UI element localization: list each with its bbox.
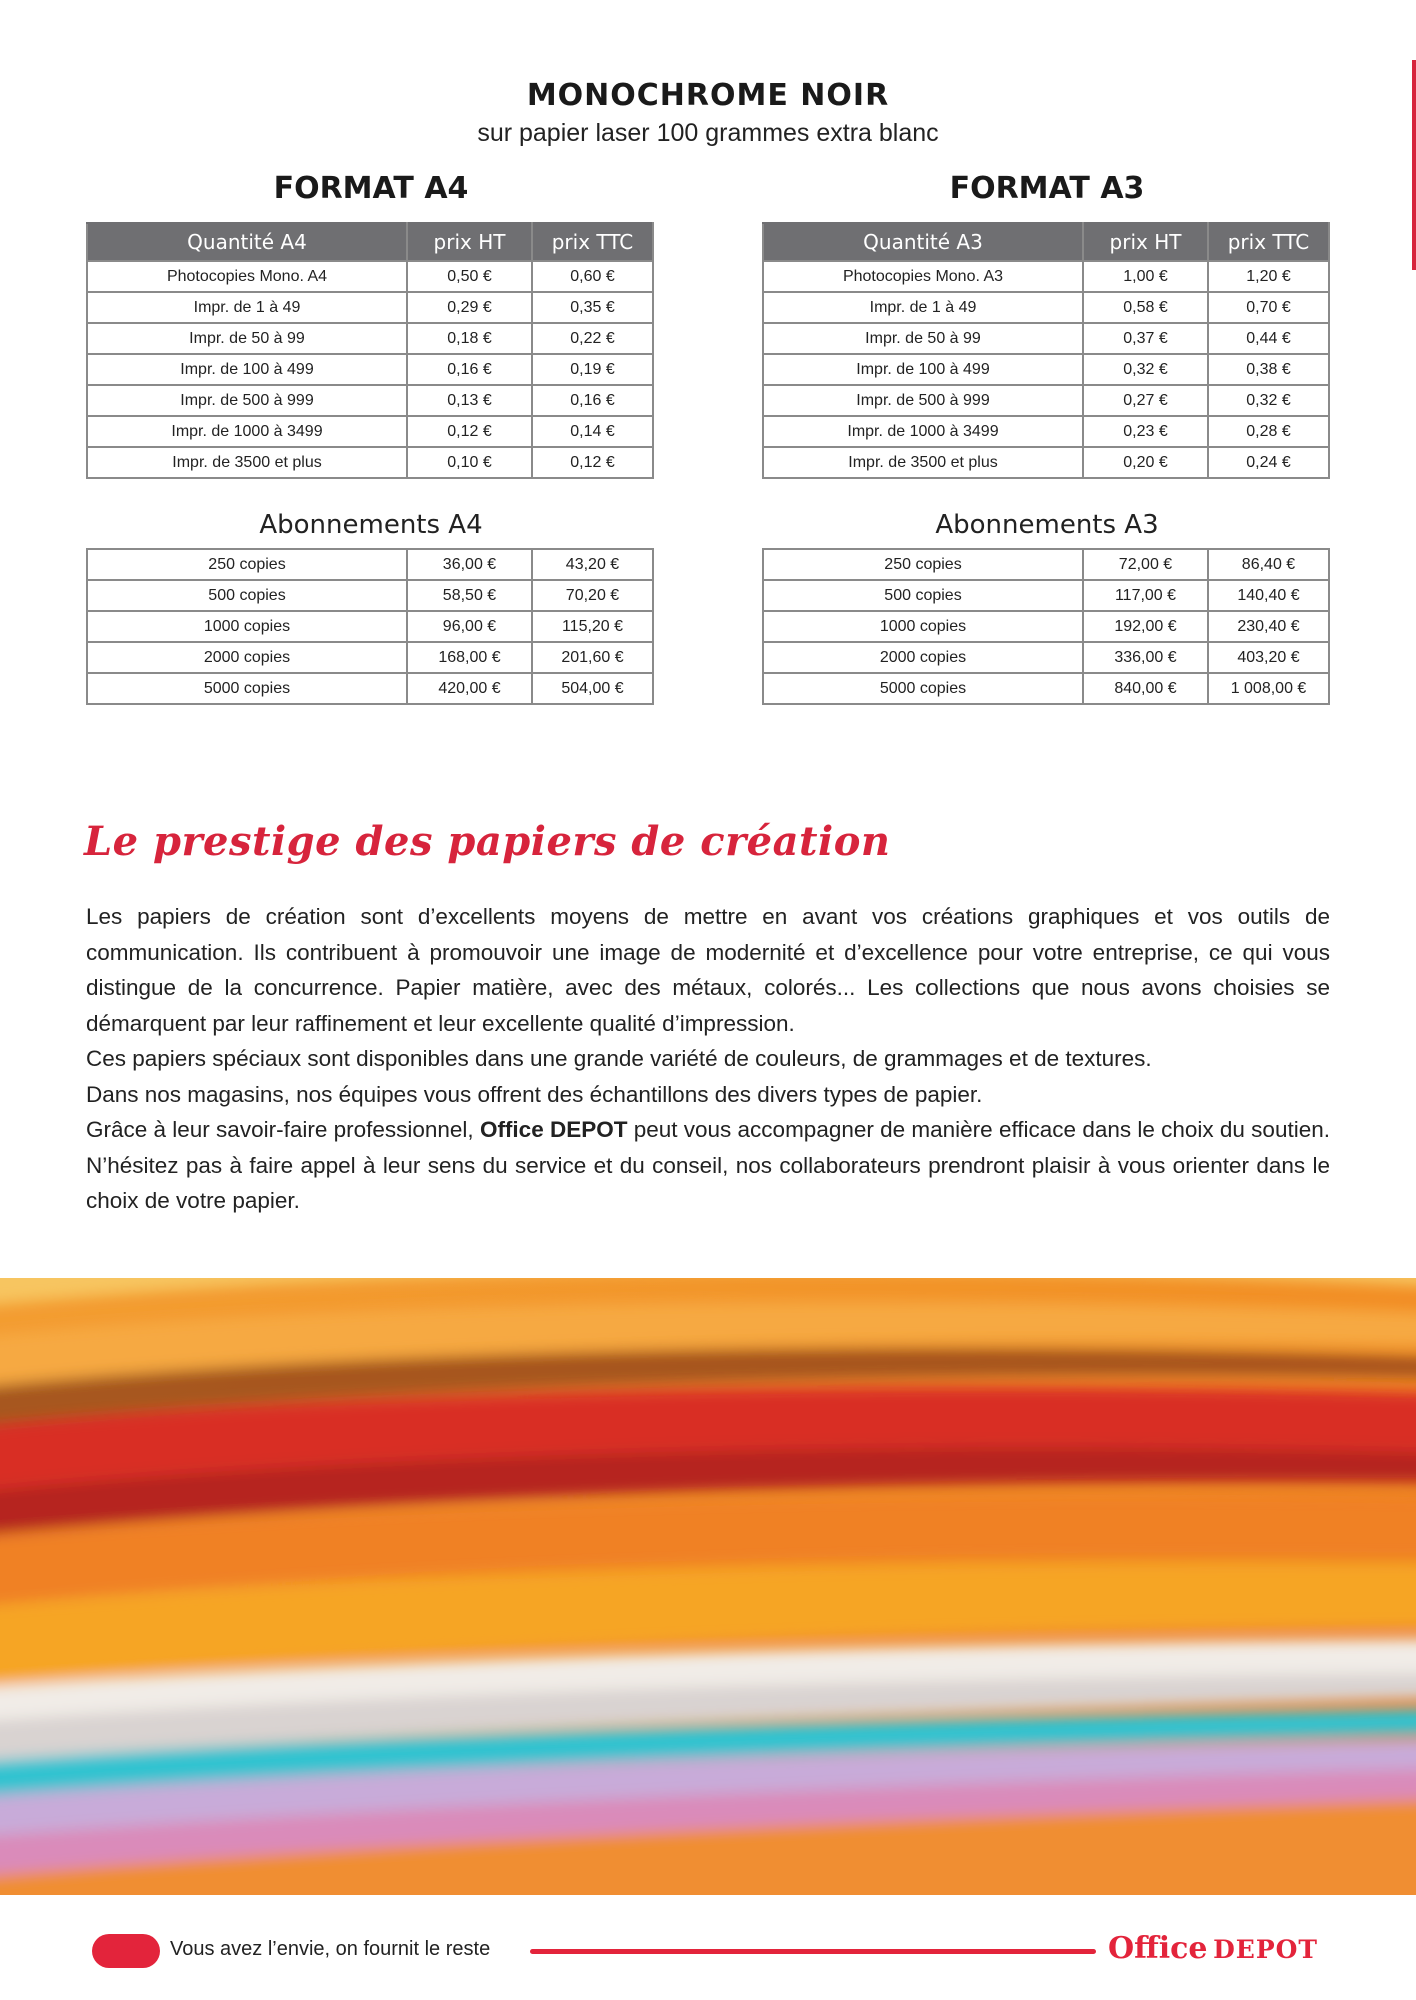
table-row (87, 292, 653, 323)
price-ht-cell: 72,00 € (1083, 549, 1208, 580)
price-ht-cell: 0,10 € (407, 447, 532, 478)
table-row (87, 673, 653, 704)
quantity-cell: Impr. de 50 à 99 (87, 323, 407, 354)
quantity-cell: Impr. de 100 à 499 (763, 354, 1083, 385)
quantity-cell: Impr. de 500 à 999 (763, 385, 1083, 416)
quantity-cell: 500 copies (87, 580, 407, 611)
price-ttc-cell: 201,60 € (532, 642, 653, 673)
price-ht-cell: 0,12 € (407, 416, 532, 447)
table-row (763, 385, 1329, 416)
page-subtitle: sur papier laser 100 grammes extra blanc (477, 119, 939, 147)
price-table-a4 (86, 222, 654, 479)
table-row (87, 385, 653, 416)
price-ht-cell: 0,20 € (1083, 447, 1208, 478)
quantity-cell: 1000 copies (87, 611, 407, 642)
price-ht-cell: 168,00 € (407, 642, 532, 673)
quantity-cell: 250 copies (763, 549, 1083, 580)
table-row (763, 292, 1329, 323)
price-ttc-cell: 115,20 € (532, 611, 653, 642)
quantity-cell: 500 copies (763, 580, 1083, 611)
brand-name-inline: Office DEPOT (479, 1117, 628, 1142)
table-row (763, 416, 1329, 447)
quantity-cell: 250 copies (87, 549, 407, 580)
price-ttc-cell: 0,60 € (532, 261, 653, 292)
table-row (763, 611, 1329, 642)
quantity-cell: 2000 copies (87, 642, 407, 673)
column-header: prix TTC (532, 223, 653, 261)
table-row (87, 416, 653, 447)
office-depot-logo (1108, 1931, 1318, 1966)
price-table-a3 (762, 222, 1330, 479)
price-ht-cell: 117,00 € (1083, 580, 1208, 611)
quantity-cell: 5000 copies (87, 673, 407, 704)
price-ht-cell: 192,00 € (1083, 611, 1208, 642)
table-header-row (87, 223, 653, 261)
table-row (763, 642, 1329, 673)
quantity-cell: 1000 copies (763, 611, 1083, 642)
column-header: Quantité A3 (763, 223, 1083, 261)
price-ttc-cell: 230,40 € (1208, 611, 1329, 642)
subscription-table-a3 (762, 548, 1330, 705)
table-row (763, 323, 1329, 354)
logo-part-depot: DEPOT (1213, 1935, 1319, 1964)
price-ht-cell: 0,50 € (407, 261, 532, 292)
price-ttc-cell: 0,16 € (532, 385, 653, 416)
table-row (763, 673, 1329, 704)
quantity-cell: Photocopies Mono. A4 (87, 261, 407, 292)
section-body (86, 899, 1330, 1219)
price-ht-cell: 0,16 € (407, 354, 532, 385)
price-ttc-cell: 0,14 € (532, 416, 653, 447)
subscription-table-a4 (86, 548, 654, 705)
quantity-cell: Impr. de 1000 à 3499 (87, 416, 407, 447)
price-ht-cell: 96,00 € (407, 611, 532, 642)
price-ht-cell: 0,32 € (1083, 354, 1208, 385)
column-header: prix HT (407, 223, 532, 261)
price-ttc-cell: 0,70 € (1208, 292, 1329, 323)
column-header: Quantité A4 (87, 223, 407, 261)
price-ttc-cell: 140,40 € (1208, 580, 1329, 611)
table-row (763, 261, 1329, 292)
footer-tagline: Vous avez l’envie, on fournit le reste (170, 1938, 491, 1960)
quantity-cell: Impr. de 500 à 999 (87, 385, 407, 416)
table-row (763, 354, 1329, 385)
price-ht-cell: 1,00 € (1083, 261, 1208, 292)
table-header-row (763, 223, 1329, 261)
paragraph: Dans nos magasins, nos équipes vous offrent des échantillons des divers types de papier. (86, 1081, 983, 1107)
price-ttc-cell: 0,35 € (532, 292, 653, 323)
subscriptions-a4-title: Abonnements A4 (259, 510, 483, 540)
table-row (87, 261, 653, 292)
price-ht-cell: 0,58 € (1083, 292, 1208, 323)
paragraph-text: peut vous accompagner de manière efficace dans le choix du soutien. N’hésitez pas à faire appel à leur sens du service et du conseil, nos collaborateurs prendront plaisir à vous orienter dans le choix de votre papier. (86, 1117, 1330, 1213)
format-a4-title: FORMAT A4 (273, 171, 469, 206)
quantity-cell: 5000 copies (763, 673, 1083, 704)
paragraph: Les papiers de création sont d’excellents moyens de mettre en avant vos créations graphiques et vos outils de communication. Ils contribuent à promouvoir une image de modernité et d’excellence pour votre entreprise, ce qui vous distingue de la concurrence. Papier matière, avec des métaux, colorés... Les collections que nous avons choisies se démarquent par leur raffinement et leur excellente qualité d’impression. (86, 904, 1330, 1036)
price-ttc-cell: 0,22 € (532, 323, 653, 354)
price-ht-cell: 420,00 € (407, 673, 532, 704)
table-row (87, 323, 653, 354)
price-ht-cell: 0,37 € (1083, 323, 1208, 354)
price-ttc-cell: 0,12 € (532, 447, 653, 478)
price-ht-cell: 36,00 € (407, 549, 532, 580)
price-ttc-cell: 70,20 € (532, 580, 653, 611)
price-ttc-cell: 0,38 € (1208, 354, 1329, 385)
price-ttc-cell: 86,40 € (1208, 549, 1329, 580)
quantity-cell: Impr. de 1000 à 3499 (763, 416, 1083, 447)
quantity-cell: Impr. de 100 à 499 (87, 354, 407, 385)
footer-divider-line (530, 1949, 1096, 1954)
paragraph-text: Grâce à leur savoir-faire professionnel, (86, 1117, 480, 1142)
price-ht-cell: 336,00 € (1083, 642, 1208, 673)
price-ttc-cell: 403,20 € (1208, 642, 1329, 673)
paragraph: Ces papiers spéciaux sont disponibles dans une grande variété de couleurs, de grammages et de textures. (86, 1046, 1152, 1071)
table-row (87, 354, 653, 385)
price-ttc-cell: 0,32 € (1208, 385, 1329, 416)
column-header: prix HT (1083, 223, 1208, 261)
table-row (87, 549, 653, 580)
table-row (763, 580, 1329, 611)
page-title: MONOCHROME NOIR (526, 78, 890, 113)
section-title: Le prestige des papiers de création (84, 818, 891, 865)
table-row (87, 447, 653, 478)
table-row (87, 642, 653, 673)
price-ht-cell: 0,13 € (407, 385, 532, 416)
price-ttc-cell: 1 008,00 € (1208, 673, 1329, 704)
logo-part-office: Office (1108, 1931, 1208, 1966)
price-ttc-cell: 1,20 € (1208, 261, 1329, 292)
price-ttc-cell: 504,00 € (532, 673, 653, 704)
price-ht-cell: 0,27 € (1083, 385, 1208, 416)
table-row (763, 549, 1329, 580)
quantity-cell: Impr. de 3500 et plus (87, 447, 407, 478)
colored-paper-stack-photo (0, 1278, 1416, 1895)
quantity-cell: Impr. de 1 à 49 (763, 292, 1083, 323)
column-header: prix TTC (1208, 223, 1329, 261)
paragraph (86, 1112, 1330, 1219)
table-row (87, 611, 653, 642)
quantity-cell: 2000 copies (763, 642, 1083, 673)
price-ttc-cell: 0,24 € (1208, 447, 1329, 478)
quantity-cell: Photocopies Mono. A3 (763, 261, 1083, 292)
price-ttc-cell: 0,44 € (1208, 323, 1329, 354)
subscriptions-a3-title: Abonnements A3 (935, 510, 1159, 540)
quantity-cell: Impr. de 50 à 99 (763, 323, 1083, 354)
price-ttc-cell: 0,28 € (1208, 416, 1329, 447)
price-ht-cell: 0,23 € (1083, 416, 1208, 447)
table-row (763, 447, 1329, 478)
format-a3-title: FORMAT A3 (949, 171, 1145, 206)
price-ht-cell: 58,50 € (407, 580, 532, 611)
price-ttc-cell: 0,19 € (532, 354, 653, 385)
price-ht-cell: 0,18 € (407, 323, 532, 354)
price-ht-cell: 0,29 € (407, 292, 532, 323)
quantity-cell: Impr. de 3500 et plus (763, 447, 1083, 478)
quantity-cell: Impr. de 1 à 49 (87, 292, 407, 323)
price-ttc-cell: 43,20 € (532, 549, 653, 580)
footer-pill-decoration (92, 1934, 160, 1968)
price-ht-cell: 840,00 € (1083, 673, 1208, 704)
table-row (87, 580, 653, 611)
